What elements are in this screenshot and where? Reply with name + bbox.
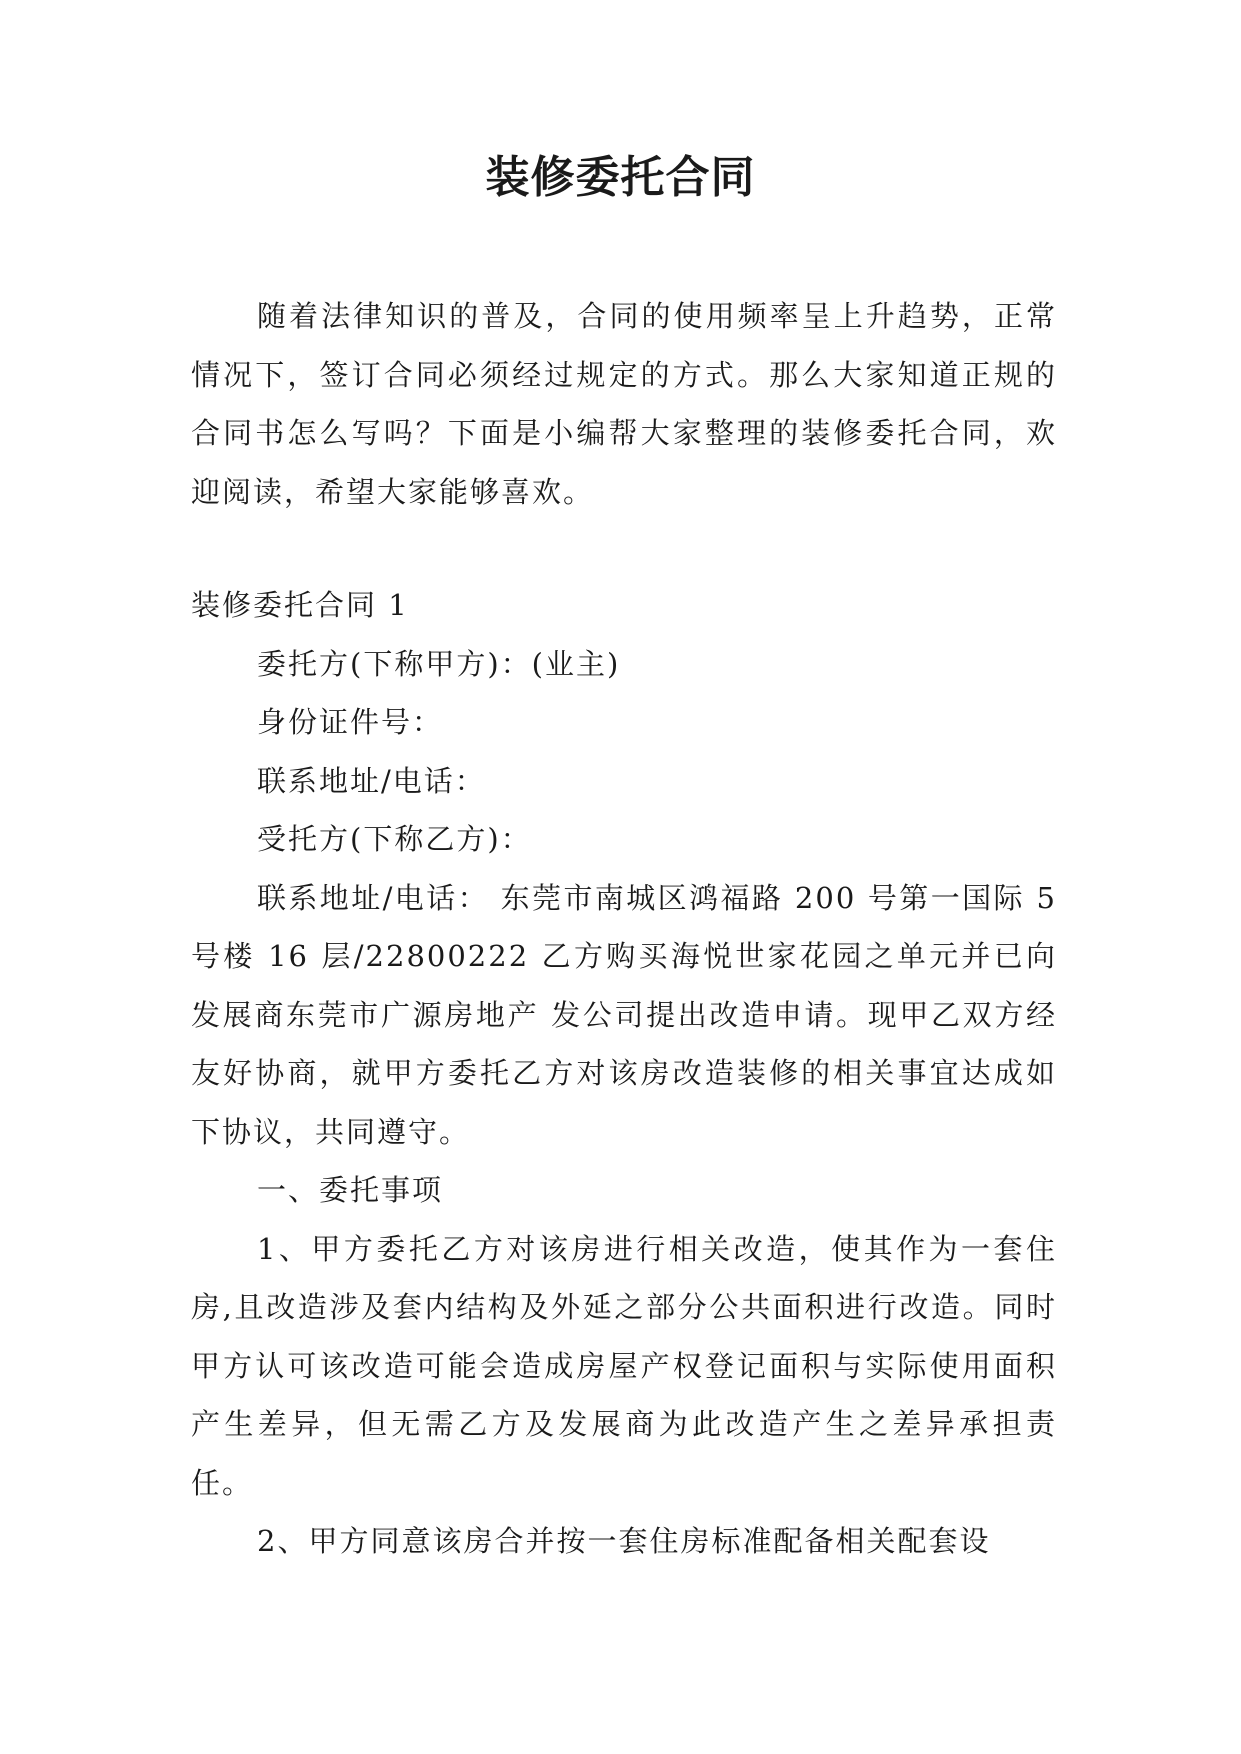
paragraph-spacer bbox=[191, 521, 1057, 576]
contractor-contact-paragraph: 联系地址/电话： 东莞市南城区鸿福路 200 号第一国际 5 号楼 16 层/22800222 乙方购买海悦世家花园之单元并已向发展商东莞市广源房地产 发公司提出改造申请。现甲乙双方经友好协商，就甲方委托乙方对该房改造装修的相关事宜达成如下协议，共同遵守。 bbox=[191, 880, 1057, 1149]
document-body bbox=[191, 287, 1057, 1571]
section-heading: 装修委托合同 1 bbox=[191, 588, 409, 622]
client-contact-line: 联系地址/电话： bbox=[257, 763, 486, 798]
clause-2-paragraph: 2、甲方同意该房合并按一套住房标准配备相关配套设 bbox=[257, 1524, 991, 1558]
client-line: 委托方(下称甲方)：(业主) bbox=[257, 646, 621, 681]
contractor-line: 受托方(下称乙方)： bbox=[257, 822, 532, 856]
clause-1-paragraph: 1、甲方委托乙方对该房进行相关改造，使其作为一套住房,且改造涉及套内结构及外延之部分公共面积进行改造。同时甲方认可该改造可能会造成房屋产权登记面积与实际使用面积产生差异，但无需乙方及发展商为此改造产生之差异承担责任。 bbox=[191, 1231, 1057, 1500]
intro-paragraph: 随着法律知识的普及，合同的使用频率呈上升趋势，正常情况下，签订合同必须经过规定的方式。那么大家知道正规的合同书怎么写吗？下面是小编帮大家整理的装修委托合同，欢迎阅读，希望大家能够喜欢。 bbox=[191, 299, 1057, 509]
document-title: 装修委托合同 bbox=[485, 152, 756, 203]
id-number-line: 身份证件号： bbox=[257, 705, 444, 739]
clause-heading-1: 一、委托事项 bbox=[257, 1173, 444, 1207]
